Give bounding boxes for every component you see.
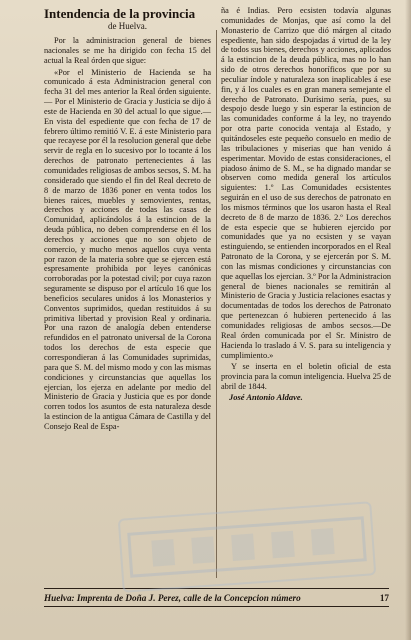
side-watermark xyxy=(2,470,16,620)
watermark-graphic xyxy=(120,503,374,590)
page-subtitle: de Huelva. xyxy=(108,21,147,31)
closing-paragraph: Y se inserta en el boletin oficial de esta provincia para la comun inteligencia. Huelva 25 de abril de 1844. xyxy=(221,362,391,392)
footer-rule-bottom xyxy=(44,606,389,607)
right-column xyxy=(221,6,391,402)
footer-imprint xyxy=(44,590,389,606)
imprint-text: Huelva: Imprenta de Doña J. Perez, calle de la Concepcion número xyxy=(44,593,301,603)
page-title: Intendencia de la provincia xyxy=(44,6,196,21)
intro-paragraph: Por la administracion general de bienes nacionales se me ha dirigido con fecha 15 del actual la Real órden que sigue: xyxy=(44,36,211,65)
decree-paragraph: «Por el Ministerio de Hacienda se ha comunicado á esta Administracion general con fecha 31 del mes anterior la Real órden siguiente.— Por el Ministerio de Gracia y Justicia se dijo á este de Hacienda en 30 del actual lo que sigue.—En vista del espediente que con fecha de 17 de febrero último remitió V. E. á este Ministerio para que recayese por él la resolucion general que debe servir de regla en lo sucesivo por lo tocante á los derechos de patronato pertenecientes á las comunidades religiosas de ambos secsos, S. M. ha considerado que siendo el fin del Real decreto de 8 de marzo de 1836 poner en venta todos los bienes raices, muebles y semovientes, rentas, derechos y acciones de todas las casas de Comunidad, aplicándolos á la estincion de la deuda pública, no deben comprenderse en él los derechos y acciones que no son objeto de comercio, y mucho menos aquellos cuya venta por razon de la materia sobre que se ejercen está espresamente prohibida por leyes canónicas corroboradas por la potestad civil; por cuya razon seguramente se dispuso por el artículo 16 que los beneficios seculares unidos á los Monasterios y Conventos suprimidos, quedan restituidos á su primitiva libertad y provision Real y ordinaria. Por una razon de analogía deben entenderse refundidos en el patronato universal de la Corona todos los derechos de esta especie que correspondieran á las Comunidades suprimidas, para que S. M. del mismo modo y con las mismas condiciones y circunstancias que aquellas los ejercian, los ejerza en adelante por medio del Ministerio de Gracia y Justicia que es por donde corren todos los asuntos de esta naturaleza desde la estincion de la antigua Cámara de Castilla y del Consejo Real de Espa- xyxy=(44,67,211,431)
left-column xyxy=(44,6,211,432)
page-number: 17 xyxy=(379,593,389,603)
column-divider xyxy=(216,30,217,578)
signature: José Antonio Aldave. xyxy=(229,391,303,402)
continuation-paragraph: ña é Indias. Pero ecsisten todavía algunas comunidades de Monjas, que así como la del Monasterio de Carrizo que dió márgen al citado espediente, han sido despojadas á virtud de la ley de todos sus bienes, derechos y acciones, aplicados á la estincion de la deuda pública, mas no lo han sido de otros derechos honoríficos que por su peculiar índole y naturaleza son inaplicables á ese fin, y á los cuales es en gran manera semejante el derecho de Patronato. Durísimo sería, pues, su despojo desde luego y sin esperar la estincion de las comunidades conforme á la ley, no trayendo por otra parte conocida ventaja al Estado, y quitándoseles este pequeño consuelo en medio de las tribulaciones y miserias que han venido á esperimentar. Movido de estas consideraciones, el piadoso ánimo de S. M., se ha dignado mandar se observen como medida general los artículos siguientes: 1.º Las Comunidades ecsistentes seguirán en el uso de sus derechos de patronato en los mismos términos que los usaron hasta el Real decreto de 8 de marzo de 1836. 2.º Los derechos de esta especie que se hubieren ejercido por comunidades que ya no ecsisten y se vayan estinguiendo, se entienden incorporados en el Real Patronato de la Corona, y se ejercerán por S. M. con las mismas condiciones y circunstancias con que aquellas los ejercian. 3.º Por la Administracion general de bienes nacionales se remitirán al Ministerio de Gracia y Justicia relaciones esactas y documentadas de todos los derechos de Patronato que pertenezcan ó hubieren pertenecido á las comunidades religiosas de ambos secsos.—De Real órden comunicada por el Sr. Ministro de Hacienda lo traslado á V. S. para su inteligencia y cumplimiento.» xyxy=(221,6,391,360)
library-watermark-stamp xyxy=(118,501,377,593)
